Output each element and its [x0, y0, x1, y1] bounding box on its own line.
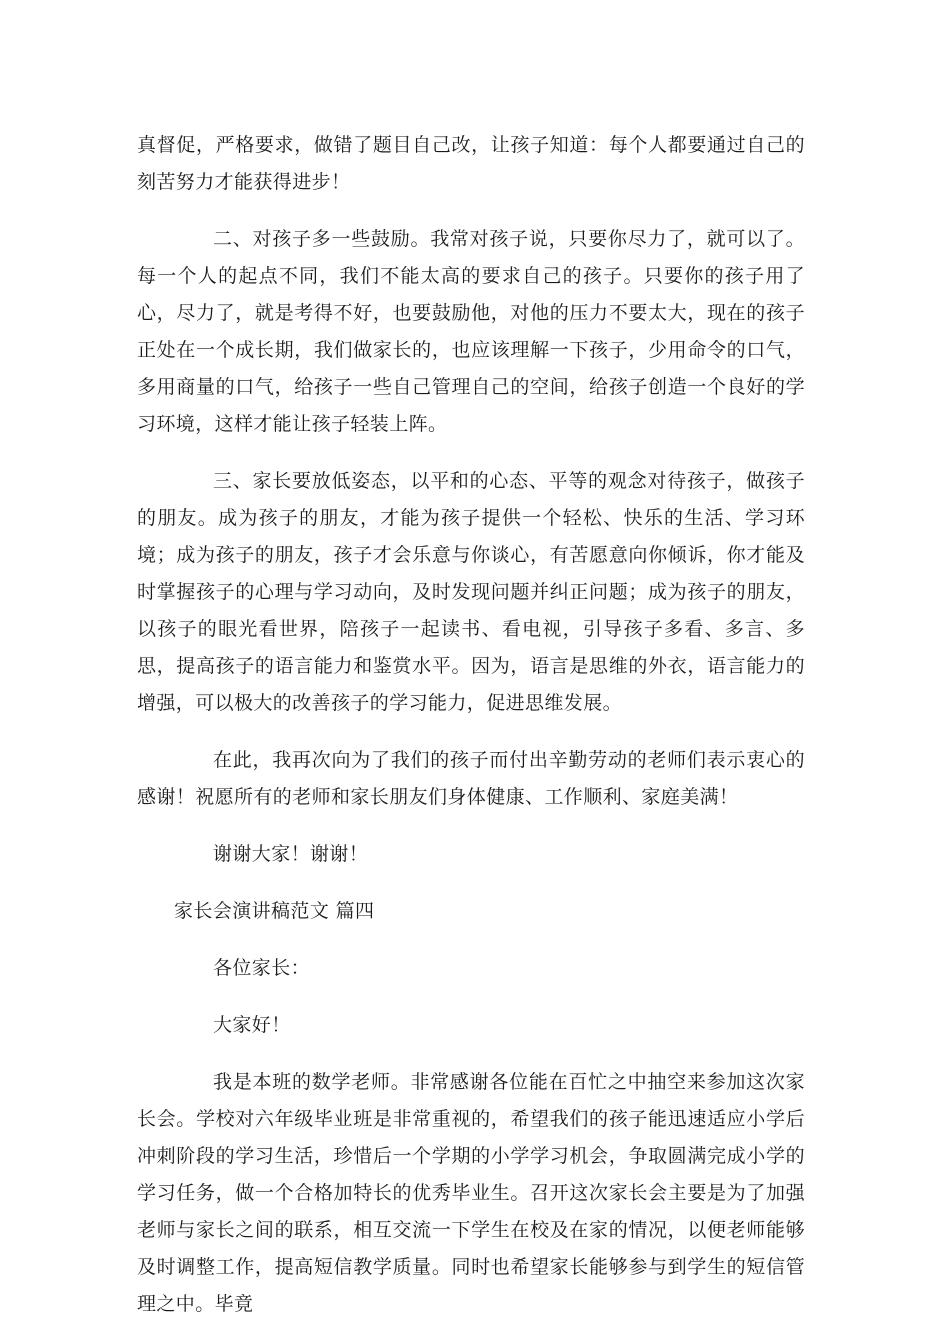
paragraph-salutation: 各位家长： [213, 957, 311, 979]
paragraph-introduction: 我是本班的数学老师。非常感谢各位能在百忙之中抽空来参加这次家长会。学校对六年级毕业班是非常重视的，希望我们的孩子能迅速适应小学后冲刺阶段的学习生活，珍惜后一个学期的小学学习机会，争取圆满完成小学的学习任务，做一个合格加特长的优秀毕业生。召开这次家长会主要是为了加强老师与家长之间的联系，相互交流一下学生在校及在家的情况，以便老师能够及时调整工作，提高短信教学质量。同时也希望家长能够参与到学生的短信管理之中。毕竟 [137, 1071, 805, 1315]
paragraph-friendship: 三、家长要放低姿态，以平和的心态、平等的观念对待孩子，做孩子的朋友。成为孩子的朋友，才能为孩子提供一个轻松、快乐的生活、学习环境；成为孩子的朋友，孩子才会乐意与你谈心，有苦愿意向你倾诉，你才能及时掌握孩子的心理与学习动向，及时发现问题并纠正问题；成为孩子的朋友，以孩子的眼光看世界，陪孩子一起读书、看电视，引导孩子多看、多言、多思，提高孩子的语言能力和鉴赏水平。因为，语言是思维的外衣，语言能力的增强，可以极大的改善孩子的学习能力，促进思维发展。 [137, 470, 805, 714]
document-body [137, 127, 805, 1323]
paragraph-closing: 谢谢大家！谢谢！ [213, 843, 369, 865]
paragraph-thanks: 在此，我再次向为了我们的孩子而付出辛勤劳动的老师们表示衷心的感谢！祝愿所有的老师和家长朋友们身体健康、工作顺利、家庭美满！ [137, 749, 805, 808]
paragraph-encouragement: 二、对孩子多一些鼓励。我常对孩子说，只要你尽力了，就可以了。每一个人的起点不同，我们不能太高的要求自己的孩子。只要你的孩子用了心，尽力了，就是考得不好，也要鼓励他，对他的压力不要太大，现在的孩子正处在一个成长期，我们做家长的，也应该理解一下孩子，少用命令的口气，多用商量的口气，给孩子一些自己管理自己的空间，给孩子创造一个良好的学习环境，这样才能让孩子轻装上阵。 [137, 228, 805, 435]
section-heading: 家长会演讲稿范文 篇四 [174, 900, 375, 922]
paragraph-greeting: 大家好！ [213, 1014, 291, 1036]
paragraph-continuation: 真督促，严格要求，做错了题目自己改，让孩子知道：每个人都要通过自己的刻苦努力才能获得进步！ [137, 134, 805, 193]
